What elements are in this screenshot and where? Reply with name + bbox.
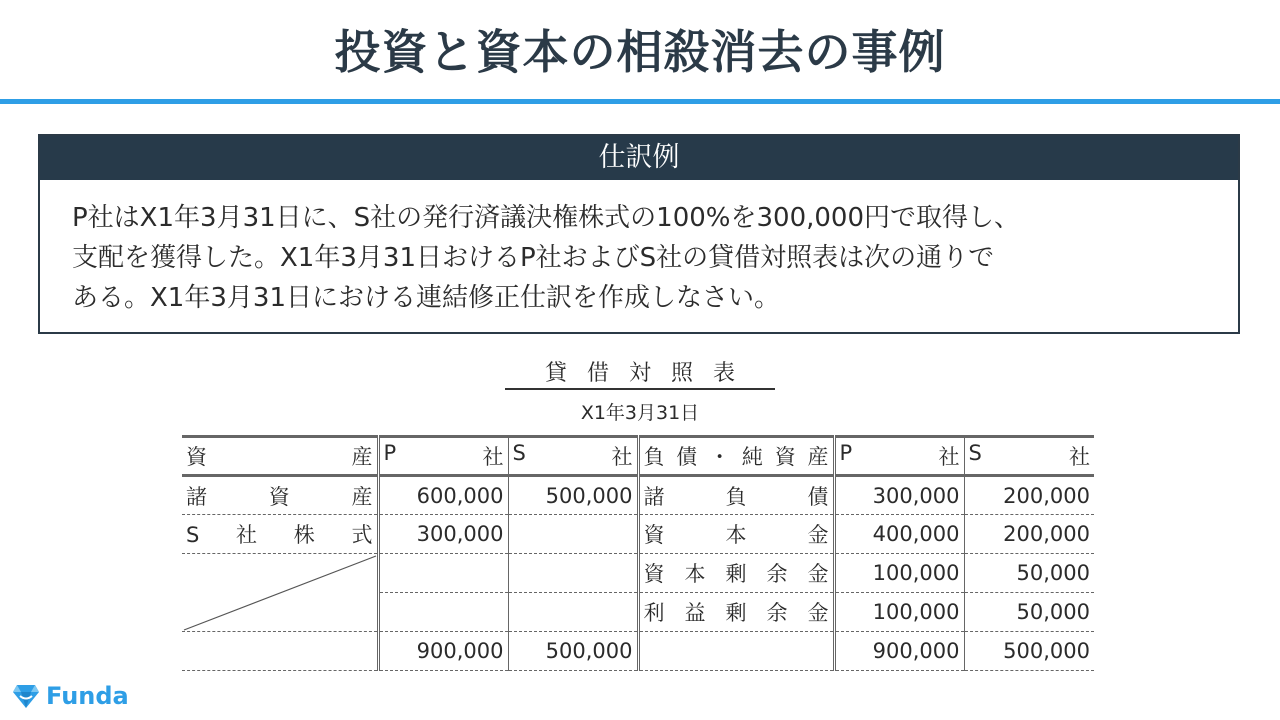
table-row: [182, 515, 1094, 554]
asset-s-value: 500,000: [508, 476, 638, 515]
asset-p-value: [378, 554, 508, 593]
asset-s-total: 500,000: [508, 632, 638, 671]
question-box: [38, 134, 1240, 334]
asset-s-value: [508, 554, 638, 593]
table-header-row: [182, 437, 1094, 476]
table-row: [182, 554, 1094, 593]
question-text: [40, 180, 1238, 318]
liab-s-value: 50,000: [964, 554, 1094, 593]
table-total-row: [182, 632, 1094, 671]
balance-sheet-title: 貸借対照表: [505, 360, 775, 390]
liab-label: 資本剰余金: [638, 554, 834, 593]
asset-label: S社株式: [182, 515, 378, 554]
diagonal-line-graphic: [182, 554, 378, 632]
title-underline: [0, 99, 1280, 104]
balance-sheet-table: [182, 435, 1094, 671]
question-box-heading: 仕訳例: [40, 136, 1238, 180]
liab-label: 利益剰余金: [638, 593, 834, 632]
asset-s-value: [508, 515, 638, 554]
asset-p-value: 600,000: [378, 476, 508, 515]
liab-s-value: 200,000: [964, 515, 1094, 554]
header-p-company: P 社: [378, 437, 508, 476]
question-line: 支配を獲得した。X1年3月31日おけるP社およびS社の貸借対照表は次の通りで: [72, 243, 995, 273]
liab-p-total: 900,000: [834, 632, 964, 671]
header-p-company-liab: P 社: [834, 437, 964, 476]
liab-label: [638, 632, 834, 671]
table-row: [182, 476, 1094, 515]
page-title: 投資と資本の相殺消去の事例: [334, 25, 946, 79]
liab-label: 諸負債: [638, 476, 834, 515]
funda-logo: [12, 680, 129, 712]
diagonal-cancel-line: [182, 554, 378, 632]
liab-s-total: 500,000: [964, 632, 1094, 671]
liab-p-value: 400,000: [834, 515, 964, 554]
asset-p-value: [378, 593, 508, 632]
logo-text: Funda: [46, 682, 129, 710]
liab-label: 資本金: [638, 515, 834, 554]
asset-label: [182, 632, 378, 671]
header-liabilities: 負債・純資産: [638, 437, 834, 476]
liab-s-value: 200,000: [964, 476, 1094, 515]
liab-p-value: 300,000: [834, 476, 964, 515]
asset-p-value: 300,000: [378, 515, 508, 554]
header-s-company: S 社: [508, 437, 638, 476]
asset-s-value: [508, 593, 638, 632]
question-line: ある。X1年3月31日における連結修正仕訳を作成しなさい。: [72, 283, 780, 313]
header-assets: 資産: [182, 437, 378, 476]
asset-p-total: 900,000: [378, 632, 508, 671]
liab-p-value: 100,000: [834, 593, 964, 632]
diamond-icon: [12, 683, 40, 709]
balance-sheet-date: X1年3月31日: [580, 402, 700, 424]
liab-s-value: 50,000: [964, 593, 1094, 632]
header-s-company-liab: S 社: [964, 437, 1094, 476]
asset-label: 諸資産: [182, 476, 378, 515]
liab-p-value: 100,000: [834, 554, 964, 593]
question-line: P社はX1年3月31日に、S社の発行済議決権株式の100%を300,000円で取得し、: [72, 203, 1021, 233]
